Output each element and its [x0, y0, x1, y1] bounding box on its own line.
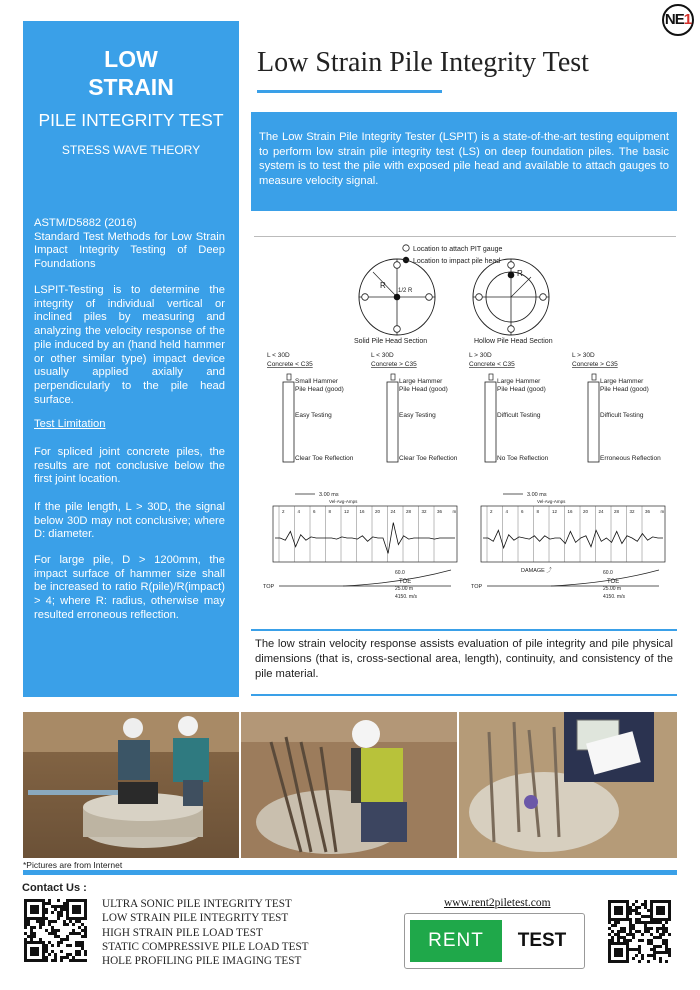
contact-heading: Contact Us : — [22, 882, 87, 894]
photo-note: *Pictures are from Internet — [23, 860, 123, 870]
graph-speed: 4150. m/s — [395, 594, 417, 600]
pile-shape — [387, 382, 398, 462]
divider — [254, 236, 676, 237]
graph-tick: 16 — [567, 509, 573, 514]
case-concrete: Concrete > C35 — [371, 361, 417, 368]
sidebar-standard: ASTM/D5882 (2016) Standard Test Methods for Low Strain Impact Integrity Testing of Deep Foundations — [34, 217, 225, 271]
graph-tick: 12 — [552, 509, 558, 514]
velocity-graph — [263, 492, 457, 600]
graph-tick: 32 — [421, 509, 427, 514]
brand-test: TEST — [517, 930, 567, 951]
qr-code-icon[interactable] — [23, 898, 89, 966]
case-condition: L < 30D — [267, 352, 290, 359]
service-item: LOW STRAIN PILE INTEGRITY TEST — [102, 912, 289, 925]
service-item: HOLE PROFILING PILE IMAGING TEST — [102, 955, 302, 968]
case-head: Pile Head (good) — [497, 386, 546, 393]
test-case — [469, 352, 549, 462]
pile-shape — [283, 382, 294, 462]
footer-divider — [23, 870, 677, 875]
graph-amp: 60.0 — [603, 570, 613, 576]
test-case — [371, 352, 458, 462]
graph-tick: 4 — [297, 509, 301, 514]
graph-amp: 60.0 — [395, 570, 405, 576]
case-testing: Easy Testing — [295, 412, 332, 419]
website-link[interactable]: www.rent2piletest.com — [444, 897, 551, 909]
intro-text: The Low Strain Pile Integrity Tester (LSPIT) is a state-of-the-art testing equipment to perform low strain pile integrity test (LS) on deep foundation piles. The basic system is to test the pile with exposed pile head and available to attach gauges to measure velocity signal. — [259, 131, 669, 187]
section-label: Solid Pile Head Section — [354, 338, 428, 345]
solid-pile-section — [354, 259, 435, 345]
summary-text: The low strain velocity response assists evaluation of pile integrity and pile physical dimensions (that is, cross-sectional area, length), continuity, and consistency of the pile material. — [255, 638, 673, 680]
legend-impact: Location to impact pile head — [413, 258, 501, 265]
legend-gauge: Location to attach PIT gauge — [413, 246, 503, 253]
graph-tick: 20 — [375, 509, 381, 514]
case-head: Pile Head (good) — [295, 386, 344, 393]
graph-scale: 3.00 ms — [527, 492, 547, 498]
graph-frame — [481, 506, 665, 562]
graph-tick: 2 — [490, 509, 493, 514]
graph-tick: 16 — [359, 509, 365, 514]
sidebar-limitation-item: If the pile length, L > 30D, the signal below 30D may not conclusive; where D: diameter. — [34, 501, 225, 541]
case-reflection: Erroneous Reflection — [600, 455, 661, 462]
brand-rent: RENT — [410, 920, 502, 962]
graph-tick: 20 — [583, 509, 589, 514]
graph-tick: 36 — [437, 509, 443, 514]
graph-top-label: TOP — [263, 584, 275, 590]
case-reflection: Clear Toe Reflection — [399, 455, 458, 462]
page-title: Low Strain Pile Integrity Test — [257, 47, 589, 78]
sidebar-title-strain: STRAIN — [88, 74, 174, 100]
radius-label: R — [517, 269, 523, 278]
case-testing: Difficult Testing — [600, 412, 644, 419]
graph-toe-label: TOE — [607, 579, 620, 585]
test-cases — [267, 352, 661, 462]
case-reflection: No Toe Reflection — [497, 455, 549, 462]
case-condition: L < 30D — [371, 352, 394, 359]
divider — [251, 694, 677, 696]
photo-worker-pile-head — [241, 712, 457, 858]
case-head: Pile Head (good) — [399, 386, 448, 393]
graph-tick: 36 — [645, 509, 651, 514]
services-list — [102, 897, 309, 968]
graph-tick: 8 — [536, 509, 540, 514]
graph-tick: 6 — [313, 509, 316, 514]
graph-tick: 2 — [282, 509, 285, 514]
case-head: Pile Head (good) — [600, 386, 649, 393]
case-concrete: Concrete < C35 — [469, 361, 515, 368]
velocity-trace — [483, 530, 663, 548]
sidebar-description: LSPIT-Testing is to determine the integrity of individual vertical or inclined piles by measuring and analyzing the velocity response of the pile induced by an (hand held hammer or other similar type) impact device usually applied axially and perpendicularly to the pile head surface. — [34, 284, 225, 406]
graph-frame — [273, 506, 457, 562]
graph-tick: m — [660, 509, 665, 514]
graph-tick: 24 — [390, 509, 396, 514]
sidebar-title-pile-integrity: PILE INTEGRITY TEST — [38, 110, 224, 130]
graph-series: Vel-Avg-Amps — [537, 499, 566, 504]
graph-damage-label: DAMAGE ⤴ — [521, 568, 552, 574]
graph-tick: 28 — [614, 509, 620, 514]
graph-tick: 8 — [328, 509, 332, 514]
half-radius-label: 1/2 R — [398, 288, 413, 294]
case-condition: L > 30D — [469, 352, 492, 359]
graph-tick: 4 — [505, 509, 509, 514]
pile-shape — [485, 382, 496, 462]
service-item: HIGH STRAIN PILE LOAD TEST — [102, 926, 263, 939]
qr-code-icon[interactable] — [607, 899, 673, 967]
case-hammer: Small Hammer — [295, 378, 338, 385]
graph-tick: 6 — [521, 509, 524, 514]
test-case — [267, 352, 354, 462]
photo-engineers-testing — [23, 712, 239, 858]
case-testing: Easy Testing — [399, 412, 436, 419]
graph-tick: 12 — [344, 509, 350, 514]
graph-top-label: TOP — [471, 584, 483, 590]
service-item: STATIC COMPRESSIVE PILE LOAD TEST — [102, 940, 309, 953]
graph-length: 25.00 m — [603, 586, 622, 592]
hollow-pile-section — [473, 259, 553, 345]
photo-pile-tester-device — [459, 712, 677, 858]
velocity-trace — [275, 523, 455, 554]
case-condition: L > 30D — [572, 352, 595, 359]
graph-tick: 32 — [629, 509, 635, 514]
graph-speed: 4150. m/s — [603, 594, 625, 600]
graph-scale: 3.00 ms — [319, 492, 339, 498]
graph-length: 25.00 m — [395, 586, 414, 592]
company-logo: NE1 — [662, 4, 694, 36]
sidebar-limitation-item: For spliced joint concrete piles, the results are not conclusive below the first joint location. — [34, 446, 225, 486]
velocity-graphs — [263, 492, 665, 600]
sidebar — [23, 21, 239, 697]
case-concrete: Concrete > C35 — [572, 361, 618, 368]
title-underline — [257, 90, 442, 93]
sidebar-title-low: LOW — [104, 46, 158, 72]
sidebar-limitation-item: For large pile, D > 1200mm, the impact surface of hammer size shall be increased to ratio R(pile)/R(impact) > 4; where R: radius, otherwise may resulted erroneous reflection. — [34, 554, 225, 621]
gauge-location-icon — [403, 245, 409, 251]
case-reflection: Clear Toe Reflection — [295, 455, 354, 462]
graph-series: Vel-Avg-Amps — [329, 499, 358, 504]
graph-tick: 24 — [598, 509, 604, 514]
service-item: ULTRA SONIC PILE INTEGRITY TEST — [102, 898, 292, 910]
pile-test-diagram — [255, 240, 675, 610]
divider — [251, 629, 677, 631]
graph-tick: m — [452, 509, 457, 514]
pile-shape — [588, 382, 599, 462]
case-hammer: Large Hammer — [497, 378, 541, 385]
graph-tick: 28 — [406, 509, 412, 514]
velocity-graph — [471, 492, 665, 600]
case-hammer: Large Hammer — [600, 378, 644, 385]
test-case — [572, 352, 661, 462]
graph-toe-label: TOE — [399, 579, 412, 585]
case-hammer: Large Hammer — [399, 378, 443, 385]
case-concrete: Concrete < C35 — [267, 361, 313, 368]
section-label: Hollow Pile Head Section — [474, 338, 553, 345]
case-testing: Difficult Testing — [497, 412, 541, 419]
radius-label: R — [380, 281, 386, 290]
sidebar-subtitle: STRESS WAVE THEORY — [61, 143, 201, 157]
sidebar-limitation-heading: Test Limitation — [34, 418, 106, 430]
